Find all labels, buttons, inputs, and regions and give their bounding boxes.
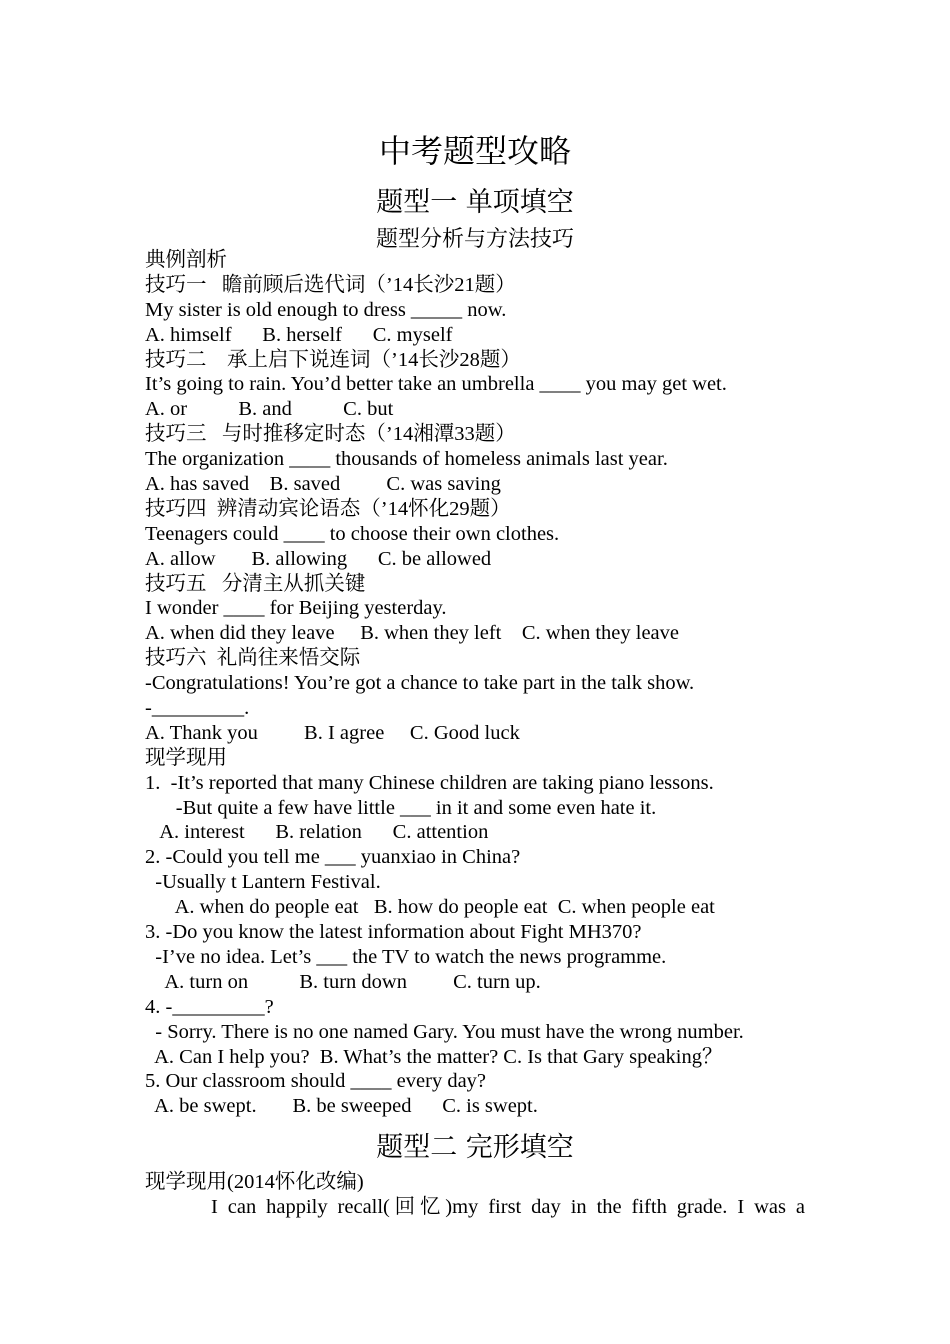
tip-5-options: A. when did they leave B. when they left C. when they leave — [145, 622, 679, 645]
section-1-subtitle: 题型分析与方法技巧 — [375, 227, 574, 252]
tip-1-heading: 技巧一 瞻前顾后选代词（’14长沙21题） — [145, 273, 516, 296]
practice-5-options: A. be swept. B. be sweeped C. is swept. — [145, 1095, 538, 1118]
practice-1-options: A. interest B. relation C. attention — [145, 821, 489, 844]
practice-4-reply: - Sorry. There is no one named Gary. You must have the wrong number. — [145, 1020, 744, 1043]
practice-4-options: A. Can I help you? B. What’s the matter? C. Is that Gary speaking？ — [145, 1045, 723, 1068]
practice-2-reply: -Usually t Lantern Festival. — [145, 871, 381, 894]
tip-6-options: A. Thank you B. I agree C. Good luck — [145, 721, 520, 744]
practice-5-question: 5. Our classroom should ____ every day? — [145, 1070, 487, 1093]
practice-4-question: 4. -_________? — [145, 995, 274, 1018]
tip-4-question: Teenagers could ____ to choose their own clothes. — [145, 522, 560, 545]
tip-3-question: The organization ____ thousands of homeless animals last year. — [145, 448, 668, 471]
tip-6-heading: 技巧六 礼尚往来悟交际 — [145, 647, 361, 670]
practice-3-reply: -I’ve no idea. Let’s ___ the TV to watch the news programme. — [145, 945, 667, 968]
tip-2-heading: 技巧二 承上启下说连词（’14长沙28题） — [145, 348, 521, 371]
section-1-title: 题型一 单项填空 — [376, 187, 574, 218]
section-2-body — [145, 1170, 805, 1220]
section-2-title: 题型二 完形填空 — [376, 1132, 574, 1163]
tip-2-question: It’s going to rain. You’d better take an umbrella ____ you may get wet. — [145, 373, 727, 396]
tip-3-heading: 技巧三 与时推移定时态（’14湘潭33题） — [145, 423, 516, 446]
tip-3-options: A. has saved B. saved C. was saving — [145, 473, 501, 496]
practice-1-question: 1. -It’s reported that many Chinese children are taking piano lessons. — [145, 771, 714, 794]
tip-6-answer-blank: -_________. — [145, 697, 250, 720]
document-title: 中考题型攻略 — [378, 132, 571, 170]
practice-2-question: 2. -Could you tell me ___ yuanxiao in China? — [145, 846, 521, 869]
passage-first-line: I can happily recall(回忆)my first day in the fifth grade. I was a — [211, 1195, 805, 1218]
tip-5-question: I wonder ____ for Beijing yesterday. — [145, 597, 447, 620]
tip-1-options: A. himself B. herself C. myself — [145, 323, 453, 346]
practice-3-options: A. turn on B. turn down C. turn up. — [145, 970, 541, 993]
practice-1-reply: -But quite a few have little ___ in it and some even hate it. — [145, 796, 657, 819]
section-2-intro: 现学现用(2014怀化改编) — [145, 1171, 364, 1193]
tip-4-heading: 技巧四 辨清动宾论语态（’14怀化29题） — [145, 497, 511, 520]
heading-practice: 现学现用 — [145, 746, 227, 769]
section-1-body — [145, 248, 825, 1119]
tip-5-heading: 技巧五 分清主从抓关键 — [145, 572, 366, 595]
tip-1-question: My sister is old enough to dress _____ now. — [145, 298, 507, 321]
tip-6-question: -Congratulations! You’re got a chance to take part in the talk show. — [145, 672, 695, 695]
practice-2-options: A. when do people eat B. how do people eat C. when people eat — [145, 896, 715, 919]
tip-2-options: A. or B. and C. but — [145, 398, 394, 421]
practice-3-question: 3. -Do you know the latest information about Fight MH370? — [145, 921, 642, 944]
heading-examples: 典例剖析 — [145, 249, 227, 271]
tip-4-options: A. allow B. allowing C. be allowed — [145, 547, 492, 570]
